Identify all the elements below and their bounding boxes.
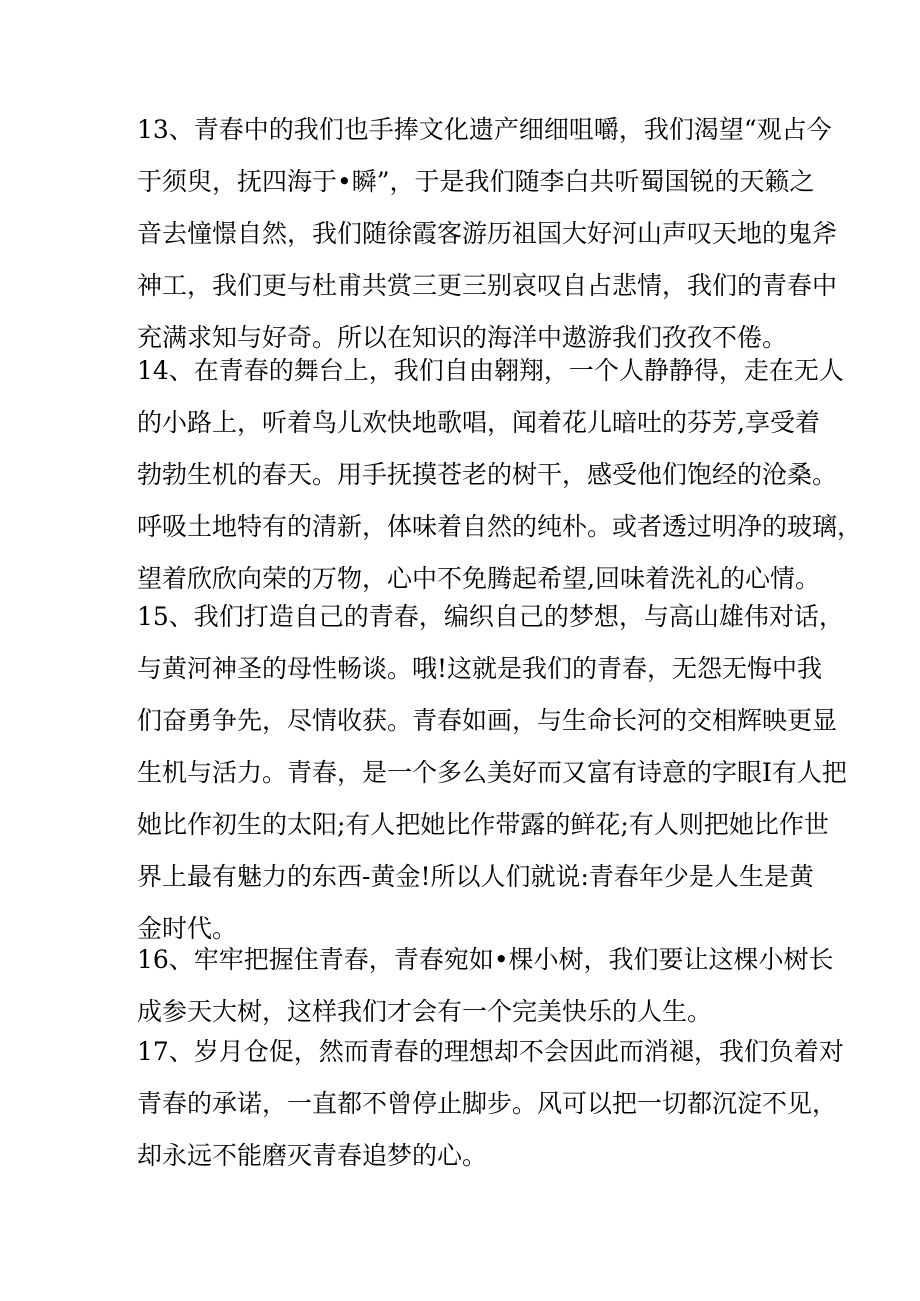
- text-line: 金时代。: [137, 914, 238, 943]
- text-line: 15、我们打造自己的青春，编织自己的梦想，与高山雄伟对话，: [137, 602, 844, 631]
- text-line: 呼吸土地特有的清新，体味着自然的纯朴。或者透过明净的玻璃，: [137, 512, 863, 541]
- paragraph-16: [137, 934, 834, 1038]
- text-line: 们奋勇争先，尽情收获。青春如画，与生命长河的交相辉映更显: [137, 706, 838, 735]
- paragraph-14: [137, 345, 863, 605]
- text-line: 音去憧憬自然，我们随徐霞客游历祖国大好河山声叹天地的鬼斧: [137, 219, 838, 248]
- paragraph-15: [137, 591, 847, 955]
- text-line: 13、青春中的我们也手捧文化遗产细细咀嚼，我们渴望“观占今: [137, 115, 832, 144]
- text-line: 她比作初生的太阳;有人把她比作带露的鲜花;有人则把她比作世: [137, 810, 829, 839]
- text-line: 14、在青春的舞台上，我们自由翱翔，一个人静静得，走在无人: [137, 356, 844, 385]
- text-line: 望着欣欣向荣的万物，心中不免腾起希望,回味着洗礼的心情。: [137, 564, 820, 593]
- text-line: 成参天大树，这样我们才会有一个完美快乐的人生。: [137, 997, 713, 1026]
- paragraph-13: [137, 104, 838, 364]
- text-line: 17、岁月仓促，然而青春的理想却不会因此而消褪，我们负着对: [137, 1037, 844, 1066]
- text-line: 16、牢牢把握住青春，青春宛如•棵小树，我们要让这棵小树长: [137, 945, 834, 974]
- text-line: 于须臾，抚四海于•瞬”，于是我们随李白共听蜀国锐的天籁之: [137, 167, 815, 196]
- text-line: 的小路上，听着鸟儿欢快地歌唱，闻着花儿暗吐的芬芳,享受着: [137, 408, 820, 437]
- text-line: 充满求知与好奇。所以在知识的海洋中遨游我们孜孜不倦。: [137, 323, 788, 352]
- text-line: 勃勃生机的春天。用手抚摸苍老的树干，感受他们饱经的沧桑。: [137, 460, 838, 489]
- paragraph-17: [137, 1026, 844, 1182]
- text-line: 界上最有魅力的东西-黄金!所以人们就说:青春年少是人生是黄: [137, 862, 814, 891]
- text-line: 青春的承诺，一直都不曾停止脚步。风可以把一切都沉淀不见，: [137, 1089, 838, 1118]
- text-line: 却永远不能磨灭青春追梦的心。: [137, 1141, 488, 1170]
- text-line: 神工，我们更与杜甫共赏三更三别哀叹自占悲情，我们的青春中: [137, 271, 838, 300]
- text-line: 生机与活力。青春，是一个多么美好而又富有诗意的字眼I有人把: [137, 758, 847, 787]
- text-line: 与黄河神圣的母性畅谈。哦!这就是我们的青春，无怨无悔中我: [137, 654, 823, 683]
